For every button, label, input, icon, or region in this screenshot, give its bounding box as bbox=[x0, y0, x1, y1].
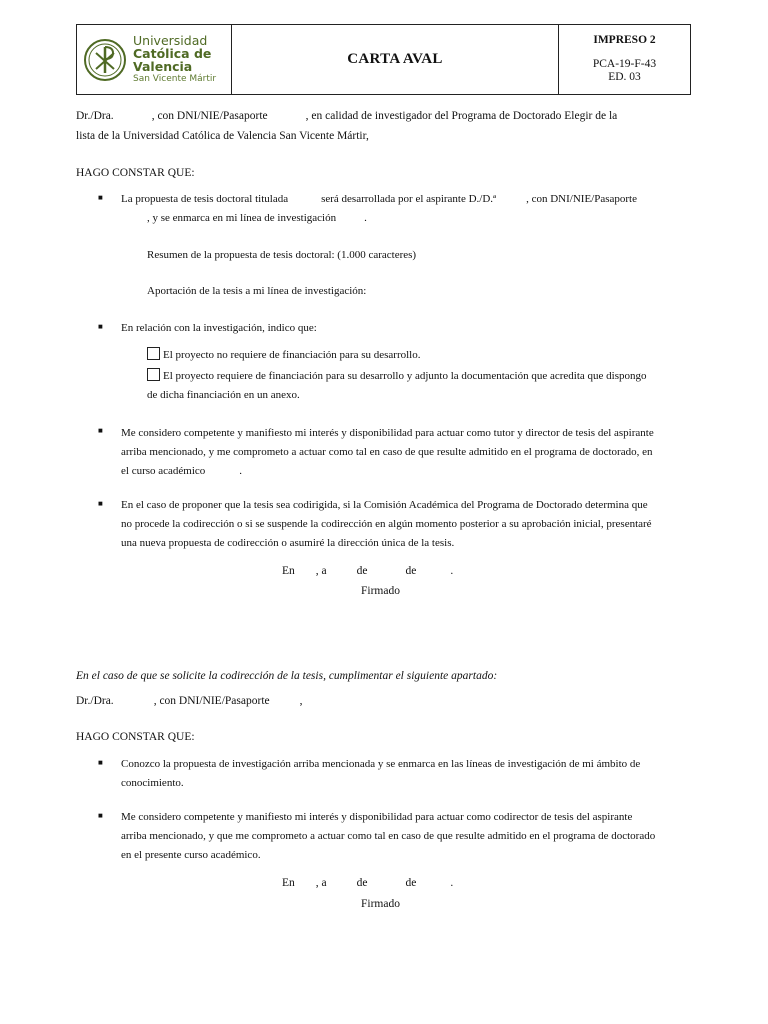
codirector-id-text: , con DNI/NIE/Pasaporte bbox=[153, 695, 270, 707]
form-edition: ED. 03 bbox=[608, 71, 641, 83]
codirector-id-end: , bbox=[299, 695, 303, 707]
no-financing-checkbox[interactable] bbox=[147, 347, 160, 360]
intro-title-text: Dr./Dra. bbox=[76, 110, 114, 122]
date-de-1: de bbox=[356, 877, 368, 889]
place-en: En bbox=[282, 877, 295, 889]
bullet3-line-1: Me considero competente y manifiesto mi interés y disponibilidad para actuar como tutor y director de tesis del aspirante bbox=[121, 427, 654, 439]
university-name bbox=[133, 34, 216, 86]
bullet4-line-3: una nueva propuesta de codirección o asumiré la dirección única de la tesis. bbox=[121, 537, 455, 549]
signed-label-1: Firmado bbox=[361, 585, 400, 597]
s2-bullet1-line-2: conocimiento. bbox=[121, 777, 184, 789]
section1-heading: HAGO CONSTAR QUE: bbox=[76, 167, 195, 179]
financing-checkbox[interactable] bbox=[147, 368, 160, 381]
logo-line-1: Universidad bbox=[133, 32, 208, 48]
no-financing-label: El proyecto no requiere de financiación para su desarrollo. bbox=[163, 349, 421, 361]
signed-label-2: Firmado bbox=[361, 898, 400, 910]
financing-option-1 bbox=[147, 346, 420, 364]
bullet-icon: ■ bbox=[98, 322, 103, 331]
academic-year-text: el curso académico bbox=[121, 465, 206, 477]
place-date-1 bbox=[282, 562, 453, 580]
section2-heading: HAGO CONSTAR QUE: bbox=[76, 731, 195, 743]
s2-bullet2-line-3: en el presente curso académico. bbox=[121, 849, 261, 861]
date-de-1: de bbox=[356, 565, 368, 577]
date-de-2: de bbox=[405, 565, 417, 577]
bullet-icon: ■ bbox=[98, 426, 103, 435]
financing-option-2 bbox=[147, 367, 688, 385]
date-end: . bbox=[450, 565, 454, 577]
intro-role-text: , en calidad de investigador del Programa de Doctorado Elegir de la bbox=[305, 110, 618, 122]
s2-bullet1-line-1: Conozco la propuesta de investigación arriba mencionada y se enmarca en las líneas de investigación de mi ámbito de bbox=[121, 758, 641, 770]
bullet-icon: ■ bbox=[98, 811, 103, 820]
bullet2-text: En relación con la investigación, indico que: bbox=[121, 322, 317, 334]
bullet4-line-1: En el caso de proponer que la tesis sea codirigida, si la Comisión Académica del Programa de Doctorado determina que bbox=[121, 499, 648, 511]
summary-label: Resumen de la propuesta de tesis doctoral: (1.000 caracteres) bbox=[147, 249, 417, 261]
intro-line-2: lista de la Universidad Católica de Valencia San Vicente Mártir, bbox=[76, 130, 369, 142]
bullet1-line-1 bbox=[121, 190, 688, 208]
thesis-title-text: La propuesta de tesis doctoral titulada bbox=[121, 193, 289, 205]
university-seal-icon bbox=[83, 38, 127, 82]
university-logo bbox=[77, 25, 232, 94]
logo-line-4: San Vicente Mártir bbox=[133, 73, 217, 84]
contribution-label: Aportación de la tesis a mi línea de investigación: bbox=[147, 285, 367, 297]
intro-id-text: , con DNI/NIE/Pasaporte bbox=[151, 110, 268, 122]
candidate-id-text: , con DNI/NIE/Pasaporte bbox=[526, 193, 637, 205]
s2-bullet2-line-2: arriba mencionado, y que me comprometo a actuar como tal en caso de que resulte admitido en el programa de doctorado bbox=[121, 830, 656, 842]
intro-line-1 bbox=[76, 107, 688, 125]
date-end: . bbox=[450, 877, 454, 889]
research-line-text: , y se enmarca en mi línea de investigación bbox=[147, 212, 337, 224]
date-a: , a bbox=[315, 565, 327, 577]
bullet-icon: ■ bbox=[98, 758, 103, 767]
place-date-2 bbox=[282, 874, 453, 892]
s2-bullet2-line-1: Me considero competente y manifiesto mi interés y disponibilidad para actuar como codirector de tesis del aspirante bbox=[121, 811, 633, 823]
logo-line-2: Católica de bbox=[133, 45, 212, 61]
document-title: CARTA AVAL bbox=[347, 51, 443, 67]
bullet1-line-2 bbox=[147, 209, 367, 227]
financing-label: El proyecto requiere de financiación para su desarrollo y adjunto la documentación que acredita que dispongo bbox=[163, 370, 647, 382]
bullet-icon: ■ bbox=[98, 193, 103, 202]
document-code-box bbox=[558, 25, 690, 94]
form-code: PCA-19-F-43 bbox=[592, 58, 657, 70]
research-line-end: . bbox=[364, 212, 367, 224]
document-header bbox=[76, 24, 691, 95]
codirector-title-text: Dr./Dra. bbox=[76, 695, 114, 707]
place-en: En bbox=[282, 565, 295, 577]
codirection-note: En el caso de que se solicite la codirección de la tesis, cumplimentar el siguiente apartado: bbox=[76, 670, 498, 682]
financing-option-2-line-2: de dicha financiación en un anexo. bbox=[147, 389, 300, 401]
bullet-icon: ■ bbox=[98, 499, 103, 508]
section2-intro bbox=[76, 692, 303, 710]
date-de-2: de bbox=[405, 877, 417, 889]
candidate-text: será desarrollada por el aspirante D./D.ª bbox=[321, 193, 497, 205]
date-a: , a bbox=[315, 877, 327, 889]
academic-year-end: . bbox=[239, 465, 243, 477]
bullet3-line-2: arriba mencionado, y me comprometo a actuar como tal en caso de que resulte admitido en el programa de doctorado, en bbox=[121, 446, 653, 458]
form-label: IMPRESO 2 bbox=[593, 34, 656, 46]
logo-line-3: Valencia bbox=[133, 58, 193, 74]
bullet3-line-3 bbox=[121, 462, 242, 480]
bullet4-line-2: no procede la codirección o si se suspende la codirección en algún momento posterior a su aprobación inicial, presentaré bbox=[121, 518, 652, 530]
